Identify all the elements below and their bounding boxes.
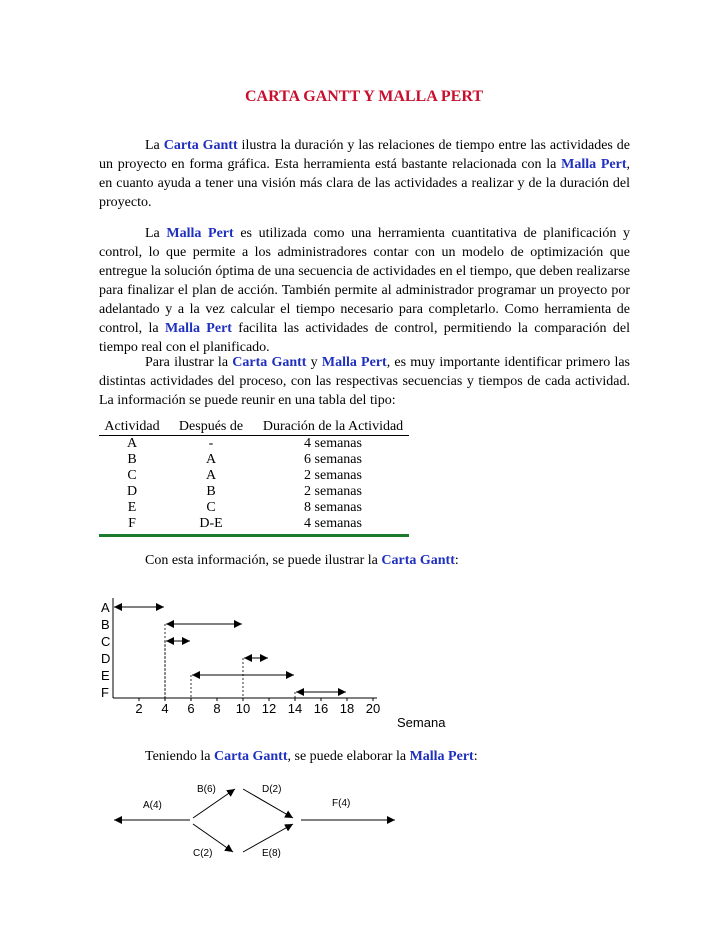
pert-label-f: F(4)	[332, 798, 351, 809]
header-duration: Duración de la Actividad	[257, 419, 409, 436]
gantt-x-tick-label: 10	[235, 701, 251, 716]
gantt-x-tick-label: 6	[187, 701, 195, 716]
gantt-x-tick-label: 2	[135, 701, 143, 716]
gantt-x-tick-label: 8	[213, 701, 221, 716]
table-cell: 8 semanas	[304, 500, 362, 515]
paragraph-malla-pert: La Malla Pert es utilizada como una herramienta cuantitativa de planificación y control, lo que permite a los administradores contar con un modelo de optimización que entregue la solución óptima de una secuencia de actividades en el tiempo, que deben realizarse para finalizar el plan de acción. También permite al administrador programar un proyecto por adelantado y a la vez calcular el tiempo necesario para completarlo. Como herramienta de control, la Malla Pert facilita las actividades de control, permitiendo la comparación del tiempo real con el planificado.	[99, 226, 631, 355]
highlight-carta-gantt: Carta Gantt	[232, 355, 307, 370]
gantt-y-label: F	[101, 685, 109, 700]
highlight-carta-gantt: Carta Gantt	[214, 749, 288, 764]
highlight-carta-gantt: Carta Gantt	[381, 553, 455, 568]
page-title: CARTA GANTT Y MALLA PERT	[244, 88, 483, 105]
table-cell: F	[99, 516, 165, 536]
table-cell: D	[126, 484, 138, 499]
pert-diagram	[114, 784, 395, 859]
gantt-x-tick-label: 20	[365, 701, 381, 716]
table-cell: A	[205, 468, 217, 483]
highlight-malla-pert: Malla Pert	[561, 157, 627, 172]
gantt-x-tick-label: 16	[313, 701, 329, 716]
highlight-carta-gantt: Carta Gantt	[163, 138, 238, 153]
highlight-malla-pert: Malla Pert	[321, 355, 387, 370]
gantt-x-tick-label: 14	[287, 701, 303, 716]
header-activity: Actividad	[99, 419, 165, 436]
gantt-x-tick-label: 4	[161, 701, 169, 716]
pert-label-a: A(4)	[143, 800, 162, 811]
header-after: Después de	[165, 419, 257, 436]
table-cell: E	[127, 500, 137, 515]
paragraph-intro: La Carta Gantt ilustra la duración y las relaciones de tiempo entre las actividades de un proyecto en forma gráfica. Esta herramienta está bastante relacionada con la Malla Pert, en cuanto ayuda a tener una visión más clara de las actividades a realizar y de la duración del proyecto.	[99, 138, 630, 210]
gantt-y-label: C	[101, 634, 111, 649]
highlight-malla-pert: Malla Pert	[166, 226, 234, 241]
gantt-intro: Con esta información, se puede ilustrar la Carta Gantt:	[145, 553, 459, 568]
table-cell: D-E	[165, 516, 257, 536]
highlight-malla-pert: Malla Pert	[164, 321, 232, 336]
highlight-malla-pert: Malla Pert	[409, 749, 474, 764]
pert-intro: Teniendo la Carta Gantt, se puede elaborar la Malla Pert:	[145, 749, 478, 764]
table-cell: B	[206, 484, 216, 499]
pert-label-c: C(2)	[193, 848, 213, 859]
pert-label-e: E(8)	[262, 848, 281, 859]
gantt-y-label: E	[101, 668, 110, 683]
paragraph-illustrate: Para ilustrar la Carta Gantt y Malla Pert, es muy importante identificar primero las distintas actividades del proceso, con las respectivas secuencias y tiempos de cada actividad. La información se puede reunir en una tabla del tipo:	[99, 355, 631, 408]
gantt-x-label: Semana	[397, 715, 446, 730]
pert-label-d: D(2)	[262, 784, 282, 795]
table-cell: 2 semanas	[304, 468, 362, 483]
table-cell: A	[126, 436, 138, 451]
gantt-chart	[101, 598, 446, 730]
gantt-x-tick-label: 18	[339, 701, 355, 716]
table-cell: 4 semanas	[257, 516, 409, 536]
table-cell: 4 semanas	[304, 436, 362, 451]
table-cell: 2 semanas	[304, 484, 362, 499]
table-cell: C	[127, 468, 137, 483]
pert-label-b: B(6)	[197, 784, 216, 795]
table-cell: -	[208, 436, 214, 451]
gantt-y-label: B	[101, 617, 110, 632]
gantt-y-label: D	[101, 651, 111, 666]
table-cell: B	[127, 452, 137, 467]
table-cell: C	[206, 500, 216, 515]
gantt-y-label: A	[101, 600, 110, 615]
table-cell: 6 semanas	[304, 452, 362, 467]
gantt-x-tick-label: 12	[261, 701, 277, 716]
table-cell: A	[205, 452, 217, 467]
